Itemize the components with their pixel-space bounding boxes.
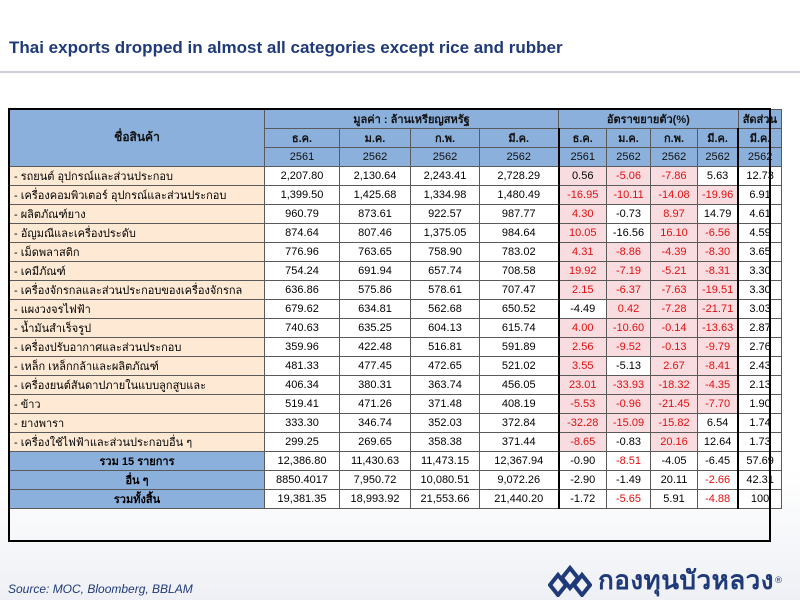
growth-cell: 20.16 xyxy=(651,432,698,451)
value-cell: 372.84 xyxy=(480,413,559,432)
growth-cell: -19.51 xyxy=(698,280,739,299)
growth-cell: -8.30 xyxy=(698,242,739,261)
share-cell: 6.91 xyxy=(738,185,781,204)
share-cell: 3.03 xyxy=(738,299,781,318)
value-cell: 615.74 xyxy=(480,318,559,337)
growth-cell: 19.92 xyxy=(559,261,607,280)
growth-cell: -5.53 xyxy=(559,394,607,413)
value-cell: 358.38 xyxy=(411,432,480,451)
value-cell: 1,334.98 xyxy=(411,185,480,204)
value-cell: 591.89 xyxy=(480,337,559,356)
value-cell: 352.03 xyxy=(411,413,480,432)
value-cell: 754.24 xyxy=(265,261,340,280)
growth-cell: -15.09 xyxy=(607,413,651,432)
value-cell: 2,728.29 xyxy=(480,166,559,185)
value-cell: 1,480.49 xyxy=(480,185,559,204)
value-cell: 21,553.66 xyxy=(411,489,480,508)
value-group-header: มูลค่า : ล้านเหรียญสหรัฐ xyxy=(265,110,559,129)
growth-cell: -32.28 xyxy=(559,413,607,432)
value-cell: 708.58 xyxy=(480,261,559,280)
growth-cell: 5.63 xyxy=(698,166,739,185)
product-name: - อัญมณีและเครื่องประดับ xyxy=(10,223,265,242)
value-cell: 1,425.68 xyxy=(340,185,411,204)
growth-cell: -4.39 xyxy=(651,242,698,261)
value-cell: 456.05 xyxy=(480,375,559,394)
growth-cell: -7.28 xyxy=(651,299,698,318)
product-name: - เครื่องยนต์สันดาปภายในแบบลูกสูบและ xyxy=(10,375,265,394)
share-cell: 2.13 xyxy=(738,375,781,394)
value-cell: 2,130.64 xyxy=(340,166,411,185)
title-divider xyxy=(0,71,800,73)
product-name: - เม็ดพลาสติก xyxy=(10,242,265,261)
growth-cell: 5.91 xyxy=(651,489,698,508)
growth-cell: -0.73 xyxy=(607,204,651,223)
growth-cell: -1.49 xyxy=(607,470,651,489)
growth-cell: -33.93 xyxy=(607,375,651,394)
growth-cell: -15.82 xyxy=(651,413,698,432)
value-cell: 758.90 xyxy=(411,242,480,261)
product-name: - ยางพารา xyxy=(10,413,265,432)
product-name: - เครื่องคอมพิวเตอร์ อุปกรณ์และส่วนประกอบ xyxy=(10,185,265,204)
value-cell: 333.30 xyxy=(265,413,340,432)
growth-cell: 4.31 xyxy=(559,242,607,261)
growth-cell: -10.60 xyxy=(607,318,651,337)
value-cell: 2,243.41 xyxy=(411,166,480,185)
year-header: 2562 xyxy=(411,148,480,167)
share-cell: 2.43 xyxy=(738,356,781,375)
month-header: มี.ค. xyxy=(738,129,781,148)
year-header: 2562 xyxy=(480,148,559,167)
value-cell: 7,950.72 xyxy=(340,470,411,489)
month-header: ม.ค. xyxy=(340,129,411,148)
growth-cell: -8.65 xyxy=(559,432,607,451)
growth-cell: -14.08 xyxy=(651,185,698,204)
product-name: - รถยนต์ อุปกรณ์และส่วนประกอบ xyxy=(10,166,265,185)
value-cell: 1,375.05 xyxy=(411,223,480,242)
growth-cell: -2.66 xyxy=(698,470,739,489)
growth-cell: 4.00 xyxy=(559,318,607,337)
share-cell: 57.69 xyxy=(738,451,781,470)
value-cell: 21,440.20 xyxy=(480,489,559,508)
share-cell: 2.87 xyxy=(738,318,781,337)
share-cell: 3.30 xyxy=(738,280,781,299)
value-cell: 657.74 xyxy=(411,261,480,280)
share-cell: 12.73 xyxy=(738,166,781,185)
growth-cell: 23.01 xyxy=(559,375,607,394)
growth-cell: -0.83 xyxy=(607,432,651,451)
value-cell: 1,399.50 xyxy=(265,185,340,204)
growth-cell: -0.96 xyxy=(607,394,651,413)
product-name: - ผลิตภัณฑ์ยาง xyxy=(10,204,265,223)
share-cell: 4.61 xyxy=(738,204,781,223)
product-name: - น้ำมันสำเร็จรูป xyxy=(10,318,265,337)
growth-cell: 12.64 xyxy=(698,432,739,451)
value-cell: 481.33 xyxy=(265,356,340,375)
share-cell: 1.90 xyxy=(738,394,781,413)
value-cell: 873.61 xyxy=(340,204,411,223)
growth-cell: -4.05 xyxy=(651,451,698,470)
value-cell: 299.25 xyxy=(265,432,340,451)
growth-cell: 10.05 xyxy=(559,223,607,242)
growth-cell: -7.19 xyxy=(607,261,651,280)
value-cell: 776.96 xyxy=(265,242,340,261)
growth-cell: -21.45 xyxy=(651,394,698,413)
growth-cell: -5.06 xyxy=(607,166,651,185)
logo-text: กองทุนบัวหลวง xyxy=(598,565,774,595)
growth-cell: -21.71 xyxy=(698,299,739,318)
value-cell: 740.63 xyxy=(265,318,340,337)
value-cell: 472.65 xyxy=(411,356,480,375)
share-cell: 1.74 xyxy=(738,413,781,432)
product-name: - เครื่องปรับอากาศและส่วนประกอบ xyxy=(10,337,265,356)
value-cell: 371.48 xyxy=(411,394,480,413)
growth-cell: -8.31 xyxy=(698,261,739,280)
share-group-header: สัดส่วน xyxy=(738,110,781,129)
value-cell: 18,993.92 xyxy=(340,489,411,508)
year-header: 2562 xyxy=(651,148,698,167)
value-cell: 562.68 xyxy=(411,299,480,318)
growth-cell: 6.54 xyxy=(698,413,739,432)
growth-cell: 0.42 xyxy=(607,299,651,318)
value-cell: 516.81 xyxy=(411,337,480,356)
growth-cell: -5.21 xyxy=(651,261,698,280)
product-name: - ข้าว xyxy=(10,394,265,413)
growth-cell: -1.72 xyxy=(559,489,607,508)
product-name: - เคมีภัณฑ์ xyxy=(10,261,265,280)
value-cell: 807.46 xyxy=(340,223,411,242)
value-cell: 12,367.94 xyxy=(480,451,559,470)
value-cell: 2,207.80 xyxy=(265,166,340,185)
value-cell: 679.62 xyxy=(265,299,340,318)
share-cell: 42.31 xyxy=(738,470,781,489)
month-header: ก.พ. xyxy=(651,129,698,148)
value-cell: 346.74 xyxy=(340,413,411,432)
value-cell: 406.34 xyxy=(265,375,340,394)
value-cell: 8850.4017 xyxy=(265,470,340,489)
growth-cell: -5.65 xyxy=(607,489,651,508)
table-frame xyxy=(8,108,771,542)
month-header: ก.พ. xyxy=(411,129,480,148)
product-name: อื่น ๆ xyxy=(10,470,265,489)
value-cell: 11,430.63 xyxy=(340,451,411,470)
value-cell: 10,080.51 xyxy=(411,470,480,489)
logo-registered-mark: ® xyxy=(773,575,783,586)
growth-cell: -9.79 xyxy=(698,337,739,356)
growth-cell: -7.70 xyxy=(698,394,739,413)
share-cell: 2.76 xyxy=(738,337,781,356)
value-cell: 575.86 xyxy=(340,280,411,299)
growth-cell: -9.52 xyxy=(607,337,651,356)
value-cell: 19,381.35 xyxy=(265,489,340,508)
growth-cell: -6.56 xyxy=(698,223,739,242)
growth-cell: -0.90 xyxy=(559,451,607,470)
growth-cell: -0.13 xyxy=(651,337,698,356)
page-title: Thai exports dropped in almost all categories except rice and rubber xyxy=(9,38,563,57)
growth-cell: -16.56 xyxy=(607,223,651,242)
lotus-logo-icon xyxy=(548,565,592,597)
value-cell: 519.41 xyxy=(265,394,340,413)
growth-cell: -8.51 xyxy=(607,451,651,470)
value-cell: 636.86 xyxy=(265,280,340,299)
growth-cell: 2.15 xyxy=(559,280,607,299)
value-cell: 380.31 xyxy=(340,375,411,394)
growth-cell: 4.30 xyxy=(559,204,607,223)
growth-cell: 2.67 xyxy=(651,356,698,375)
value-cell: 371.44 xyxy=(480,432,559,451)
value-cell: 9,072.26 xyxy=(480,470,559,489)
growth-cell: -6.45 xyxy=(698,451,739,470)
value-cell: 269.65 xyxy=(340,432,411,451)
growth-cell: -13.63 xyxy=(698,318,739,337)
value-cell: 471.26 xyxy=(340,394,411,413)
growth-cell: -18.32 xyxy=(651,375,698,394)
value-cell: 922.57 xyxy=(411,204,480,223)
value-cell: 691.94 xyxy=(340,261,411,280)
growth-cell: -7.86 xyxy=(651,166,698,185)
value-cell: 984.64 xyxy=(480,223,559,242)
value-cell: 12,386.80 xyxy=(265,451,340,470)
value-cell: 363.74 xyxy=(411,375,480,394)
value-cell: 635.25 xyxy=(340,318,411,337)
value-cell: 477.45 xyxy=(340,356,411,375)
growth-cell: -6.37 xyxy=(607,280,651,299)
month-header: ธ.ค. xyxy=(559,129,607,148)
value-cell: 422.48 xyxy=(340,337,411,356)
value-cell: 359.96 xyxy=(265,337,340,356)
growth-cell: -5.13 xyxy=(607,356,651,375)
value-cell: 763.65 xyxy=(340,242,411,261)
growth-cell: -4.88 xyxy=(698,489,739,508)
growth-cell: -16.95 xyxy=(559,185,607,204)
value-cell: 578.61 xyxy=(411,280,480,299)
share-cell: 3.30 xyxy=(738,261,781,280)
value-cell: 634.81 xyxy=(340,299,411,318)
growth-cell: -7.63 xyxy=(651,280,698,299)
value-cell: 11,473.15 xyxy=(411,451,480,470)
value-cell: 960.79 xyxy=(265,204,340,223)
logo xyxy=(548,560,783,601)
value-cell: 521.02 xyxy=(480,356,559,375)
growth-cell: 8.97 xyxy=(651,204,698,223)
product-name: รวม 15 รายการ xyxy=(10,451,265,470)
growth-cell: 2.56 xyxy=(559,337,607,356)
growth-cell: -8.86 xyxy=(607,242,651,261)
growth-cell: -19.96 xyxy=(698,185,739,204)
growth-cell: -4.49 xyxy=(559,299,607,318)
year-header: 2562 xyxy=(738,148,781,167)
year-header: 2562 xyxy=(340,148,411,167)
growth-cell: -8.41 xyxy=(698,356,739,375)
growth-cell: 16.10 xyxy=(651,223,698,242)
growth-cell: 20.11 xyxy=(651,470,698,489)
product-name: - เหล็ก เหล็กกล้าและผลิตภัณฑ์ xyxy=(10,356,265,375)
value-cell: 783.02 xyxy=(480,242,559,261)
growth-cell: 0.56 xyxy=(559,166,607,185)
product-name: - แผงวงจรไฟฟ้า xyxy=(10,299,265,318)
year-header: 2561 xyxy=(265,148,340,167)
month-header: มี.ค. xyxy=(698,129,739,148)
growth-group-header: อัตราขยายตัว(%) xyxy=(559,110,739,129)
value-cell: 408.19 xyxy=(480,394,559,413)
growth-cell: -4.35 xyxy=(698,375,739,394)
growth-cell: -0.14 xyxy=(651,318,698,337)
growth-cell: 14.79 xyxy=(698,204,739,223)
share-cell: 1.73 xyxy=(738,432,781,451)
value-cell: 874.64 xyxy=(265,223,340,242)
share-cell: 100 xyxy=(738,489,781,508)
source-note: Source: MOC, Bloomberg, BBLAM xyxy=(8,582,193,596)
month-header: มี.ค. xyxy=(480,129,559,148)
growth-cell: -2.90 xyxy=(559,470,607,489)
product-name: - เครื่องจักรกลและส่วนประกอบของเครื่องจักรกล xyxy=(10,280,265,299)
value-cell: 650.52 xyxy=(480,299,559,318)
year-header: 2562 xyxy=(607,148,651,167)
month-header: ม.ค. xyxy=(607,129,651,148)
month-header: ธ.ค. xyxy=(265,129,340,148)
growth-cell: -10.11 xyxy=(607,185,651,204)
value-cell: 707.47 xyxy=(480,280,559,299)
value-cell: 987.77 xyxy=(480,204,559,223)
year-header: 2562 xyxy=(698,148,739,167)
product-name: - เครื่องใช้ไฟฟ้าและส่วนประกอบอื่น ๆ xyxy=(10,432,265,451)
year-header: 2561 xyxy=(559,148,607,167)
product-header: ชื่อสินค้า xyxy=(10,110,265,167)
product-name: รวมทั้งสิ้น xyxy=(10,489,265,508)
value-cell: 604.13 xyxy=(411,318,480,337)
share-cell: 3.65 xyxy=(738,242,781,261)
growth-cell: 3.55 xyxy=(559,356,607,375)
share-cell: 4.59 xyxy=(738,223,781,242)
